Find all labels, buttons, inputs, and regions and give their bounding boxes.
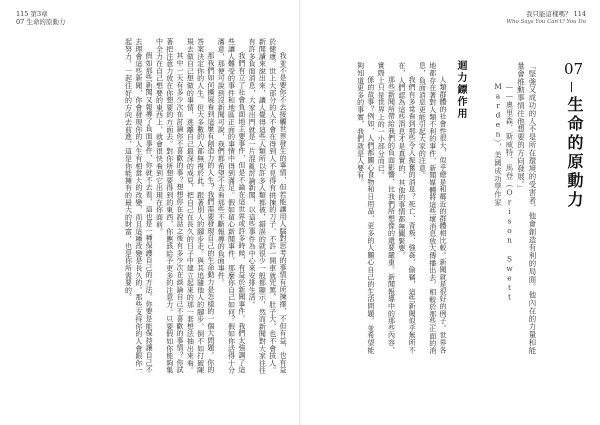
right-paragraph: 我們有多常看到那些令人振奮的消息？死亡、背叛、強姦、偷竊，這些新聞似乎無所不在，人們認為這些消息才是真實的，其他的事情都無關緊要。 <box>397 62 417 354</box>
right-paragraph: 係的故事？例如，人們都關心食物和日用品，更多的人關心自己的生活問題，並希望能夠知道更多的事實，我們就是人要有。 <box>356 62 375 354</box>
epigraph: 「堅強又成功的人不是所在環境的受害者，他會創造有利的局面。他內在的力量和能量會推動事情往他想要的方向發展。」 <box>516 62 537 355</box>
right-paragraph: 那些新聞所帶給我們的負面影響，比我們所想像的還要嚴重。新聞報導中的那些內容，實際上只是世界上的一小部分而已。 <box>377 62 396 354</box>
left-paragraph: 我並不是要你不去接觸世界發生的事情，但若能讓用人腦對思考的事情有所揀擇，不但有益，也有益於健康。世上大部分的人不會在得到人不見得有挑揀的刀子，不許一開車就咒罵，肚子大、也不會拔人。新聞讀來說出來，讓人覺得這些人類所以許多人類都被，錯誤的就很少一般都顯示，然而新聞對大家往往有許多負面消息，大家出門就是一片混亂討論新聞，以這些事件為中心來安排生活。 <box>248 38 287 374</box>
right-paragraph: 人類群體的社會性很大，似乎總是和鄰近的群體相比較。新聞就是很好的例子。世界各地都存在著對人類不利的事件，新聞媒體將這些壞消息放大傳播出去，相較於那些正面的消息，負面消息更能引起大家的注意。 <box>418 62 447 354</box>
epigraph-attribution: ——奧里森．斯威特．馬登（Orison Swett Marden），美國成功學作家 <box>493 82 514 302</box>
chapter-number: 07 <box>564 60 584 78</box>
chapter-rule <box>571 82 572 92</box>
right-running-head-english: Who Says You Can't? You Do <box>506 19 586 25</box>
right-running-head-title: 我只能這樣嗎？ 114 <box>526 10 586 18</box>
epigraph-block <box>476 62 538 362</box>
section-heading: 迴力鏢作用 <box>455 60 466 120</box>
left-paragraph: 其中一天有多少次在討論你不喜歡的事？想想你在說話之後有多少次在談論自己不喜歡的事情？你試著把注意力放在你想要的方面去。對你所想要得到的東西，你應該給予更多的注意力。只要假如你能夠集中全力在自己想要的東西上，就會很快看到它出現在你面前。 <box>155 38 185 374</box>
left-running-head-chapter: 07 生命的原動力 <box>16 18 66 26</box>
left-paragraph: 我們有立了社會負面地主要事件，但是不論在這世界或許多時候，有益於新聞事件。我們太強調了這些讓人難受的事件和地區正面的事情中得到滿足。假如留心新聞事件，那麼你自己如何？假如你活得十分滿意，那便可說到沒新聞可說，我們都希望不去看那些不斷報導的負面事件。 <box>217 38 246 374</box>
left-running-head-page: 115 第3章 <box>16 10 48 18</box>
chapter-title: 生命的原動力 <box>565 96 584 210</box>
left-paragraph: 那我們如何擴展看到這麼有創造力的人生？我們需要發現自己的生命動力是怎樣的一個大問題。你的答案決定你的人生。但大多數的人都無視於此，跟著別人的腳步走。與其追隨他人的腳步，倒不如打破陳規去做自己想做的事情，逃離自己最深的成見，把自己在長久的日子中建立起來的那一套想法抽出來看。 <box>186 38 215 374</box>
left-paragraph: 假如那些新聞又報導了負面事件，你就不去看，這也是一種保護自己的方法。你要是能保持讓自己不去理會這些新聞，你會發現你的人生有相當大的改變，而且這種改變是長久的。那些支持你的人會跟你一起努力，一起往好的方向去前進，這是你能擁有的最大的財富，也是你所需要的。 <box>124 38 154 374</box>
right-body-text <box>312 62 448 354</box>
right-running-head <box>506 10 586 26</box>
left-running-head <box>16 10 65 26</box>
right-page <box>300 0 600 425</box>
left-body-text <box>20 38 288 378</box>
